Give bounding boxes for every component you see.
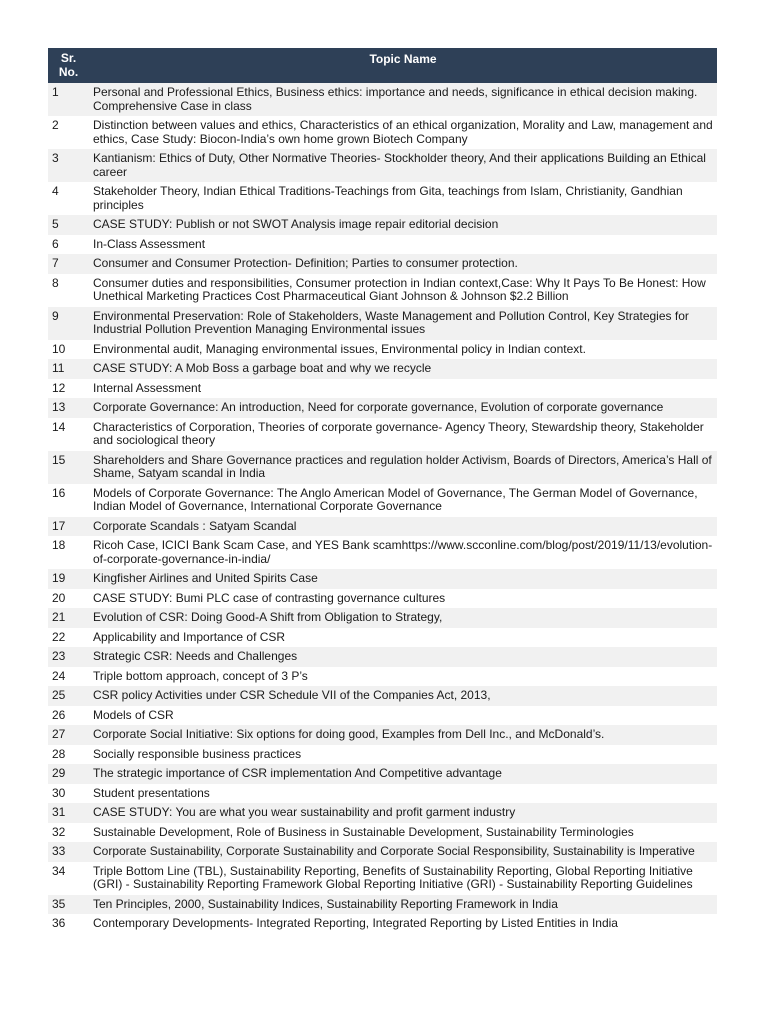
sr-no-cell: 25	[48, 686, 89, 706]
table-row	[48, 628, 717, 648]
table-row	[48, 764, 717, 784]
topic-name-cell: Ten Principles, 2000, Sustainability Indices, Sustainability Reporting Framework in India	[89, 895, 717, 915]
topic-name-cell: Kingfisher Airlines and United Spirits Case	[89, 569, 717, 589]
table-row	[48, 149, 717, 182]
topic-name-cell: Corporate Social Initiative: Six options for doing good, Examples from Dell Inc., and McDonald’s.	[89, 725, 717, 745]
sr-no-cell: 28	[48, 745, 89, 765]
sr-no-cell: 16	[48, 484, 89, 517]
sr-no-cell: 19	[48, 569, 89, 589]
sr-no-cell: 33	[48, 842, 89, 862]
table-row	[48, 536, 717, 569]
table-row	[48, 359, 717, 379]
sr-no-cell: 4	[48, 182, 89, 215]
topic-name-cell: CASE STUDY: Bumi PLC case of contrasting governance cultures	[89, 589, 717, 609]
sr-no-cell: 23	[48, 647, 89, 667]
topic-name-cell: Characteristics of Corporation, Theories of corporate governance- Agency Theory, Stewardship theory, Stakeholder and sociological theory	[89, 418, 717, 451]
sr-no-cell: 29	[48, 764, 89, 784]
topic-name-cell: Environmental audit, Managing environmental issues, Environmental policy in Indian context.	[89, 340, 717, 360]
sr-no-cell: 17	[48, 517, 89, 537]
table-header	[48, 48, 717, 83]
sr-no-cell: 24	[48, 667, 89, 687]
topic-name-cell: Consumer and Consumer Protection- Definition; Parties to consumer protection.	[89, 254, 717, 274]
topic-name-cell: CSR policy Activities under CSR Schedule VII of the Companies Act, 2013,	[89, 686, 717, 706]
sr-no-cell: 30	[48, 784, 89, 804]
sr-no-cell: 26	[48, 706, 89, 726]
sr-no-cell: 8	[48, 274, 89, 307]
table-row	[48, 589, 717, 609]
sr-no-cell: 10	[48, 340, 89, 360]
sr-no-cell: 21	[48, 608, 89, 628]
topic-name-cell: CASE STUDY: A Mob Boss a garbage boat and why we recycle	[89, 359, 717, 379]
sr-no-cell: 7	[48, 254, 89, 274]
sr-no-cell: 15	[48, 451, 89, 484]
table-row	[48, 182, 717, 215]
table-row	[48, 608, 717, 628]
table-row	[48, 647, 717, 667]
topic-name-cell: Stakeholder Theory, Indian Ethical Traditions-Teachings from Gita, teachings from Islam, Christianity, Gandhian principles	[89, 182, 717, 215]
topic-name-cell: Strategic CSR: Needs and Challenges	[89, 647, 717, 667]
topic-name-cell: Ricoh Case, ICICI Bank Scam Case, and YES Bank scamhttps://www.scconline.com/blog/post/2019/11/13/evolution-of-corporate-governance-in-india/	[89, 536, 717, 569]
topic-name-cell: CASE STUDY: Publish or not SWOT Analysis image repair editorial decision	[89, 215, 717, 235]
sr-no-cell: 22	[48, 628, 89, 648]
topic-name-cell: CASE STUDY: You are what you wear sustainability and profit garment industry	[89, 803, 717, 823]
table-row	[48, 83, 717, 116]
topic-name-cell: Applicability and Importance of CSR	[89, 628, 717, 648]
sr-no-cell: 36	[48, 914, 89, 934]
topic-name-cell: Sustainable Development, Role of Business in Sustainable Development, Sustainability Terminologies	[89, 823, 717, 843]
table-row	[48, 803, 717, 823]
topic-name-cell: Shareholders and Share Governance practices and regulation holder Activism, Boards of Directors, America’s Hall of Shame, Satyam scandal in India	[89, 451, 717, 484]
sr-no-cell: 2	[48, 116, 89, 149]
sr-no-cell: 13	[48, 398, 89, 418]
sr-no-cell: 14	[48, 418, 89, 451]
sr-no-cell: 11	[48, 359, 89, 379]
topic-name-cell: Kantianism: Ethics of Duty, Other Normative Theories- Stockholder theory, And their applications Building an Ethical career	[89, 149, 717, 182]
column-header-sr-no: Sr. No.	[48, 48, 89, 83]
sr-no-cell: 35	[48, 895, 89, 915]
topic-name-cell: Consumer duties and responsibilities, Consumer protection in Indian context,Case: Why It Pays To Be Honest: How Unethical Marketing Practices Cost Pharmaceutical Giant Johnson & Johnson $2.2 Billion	[89, 274, 717, 307]
sr-no-cell: 3	[48, 149, 89, 182]
topic-name-cell: Triple Bottom Line (TBL), Sustainability Reporting, Benefits of Sustainability Reporting, Global Reporting Initiative (GRI) - Sustainability Reporting Framework Global Reporting Initiative (GRI) - Sustainability Reporting Guidelines	[89, 862, 717, 895]
table-row	[48, 307, 717, 340]
table-row	[48, 823, 717, 843]
topic-name-cell: Corporate Sustainability, Corporate Sustainability and Corporate Social Responsibility, Sustainability is Imperative	[89, 842, 717, 862]
table-row	[48, 745, 717, 765]
topic-name-cell: The strategic importance of CSR implementation And Competitive advantage	[89, 764, 717, 784]
table-row	[48, 340, 717, 360]
table-row	[48, 862, 717, 895]
table-row	[48, 517, 717, 537]
syllabus-table	[48, 48, 717, 934]
topic-name-cell: Corporate Governance: An introduction, Need for corporate governance, Evolution of corporate governance	[89, 398, 717, 418]
sr-no-cell: 12	[48, 379, 89, 399]
table-row	[48, 418, 717, 451]
topic-name-cell: Personal and Professional Ethics, Business ethics: importance and needs, significance in ethical decision making. Comprehensive Case in class	[89, 83, 717, 116]
table-row	[48, 667, 717, 687]
table-row	[48, 116, 717, 149]
sr-no-cell: 9	[48, 307, 89, 340]
table-row	[48, 569, 717, 589]
table-row	[48, 686, 717, 706]
topic-name-cell: In-Class Assessment	[89, 235, 717, 255]
table-row	[48, 274, 717, 307]
table-row	[48, 914, 717, 934]
table-row	[48, 842, 717, 862]
table-row	[48, 784, 717, 804]
table-row	[48, 706, 717, 726]
topic-name-cell: Evolution of CSR: Doing Good-A Shift from Obligation to Strategy,	[89, 608, 717, 628]
table-row	[48, 379, 717, 399]
sr-no-cell: 27	[48, 725, 89, 745]
sr-no-cell: 5	[48, 215, 89, 235]
sr-no-cell: 1	[48, 83, 89, 116]
topic-name-cell: Internal Assessment	[89, 379, 717, 399]
topic-name-cell: Corporate Scandals : Satyam Scandal	[89, 517, 717, 537]
sr-no-cell: 6	[48, 235, 89, 255]
table-row	[48, 215, 717, 235]
sr-no-cell: 31	[48, 803, 89, 823]
table-body	[48, 83, 717, 934]
topic-name-cell: Contemporary Developments- Integrated Reporting, Integrated Reporting by Listed Entities in India	[89, 914, 717, 934]
topic-name-cell: Distinction between values and ethics, Characteristics of an ethical organization, Morality and Law, management and ethics, Case Study: Biocon-India’s own home grown Biotech Company	[89, 116, 717, 149]
sr-no-cell: 20	[48, 589, 89, 609]
topic-name-cell: Triple bottom approach, concept of 3 P’s	[89, 667, 717, 687]
sr-no-cell: 34	[48, 862, 89, 895]
column-header-topic-name: Topic Name	[89, 48, 717, 83]
sr-no-cell: 32	[48, 823, 89, 843]
topic-name-cell: Models of Corporate Governance: The Anglo American Model of Governance, The German Model of Governance, Indian Model of Governance, International Corporate Governance	[89, 484, 717, 517]
table-row	[48, 235, 717, 255]
table-row	[48, 484, 717, 517]
sr-no-cell: 18	[48, 536, 89, 569]
table-row	[48, 895, 717, 915]
topic-name-cell: Socially responsible business practices	[89, 745, 717, 765]
topic-name-cell: Environmental Preservation: Role of Stakeholders, Waste Management and Pollution Control, Key Strategies for Industrial Pollution Prevention Managing Environmental issues	[89, 307, 717, 340]
syllabus-table-container	[48, 48, 717, 934]
topic-name-cell: Models of CSR	[89, 706, 717, 726]
topic-name-cell: Student presentations	[89, 784, 717, 804]
header-row	[48, 48, 717, 83]
table-row	[48, 725, 717, 745]
table-row	[48, 254, 717, 274]
table-row	[48, 451, 717, 484]
table-row	[48, 398, 717, 418]
